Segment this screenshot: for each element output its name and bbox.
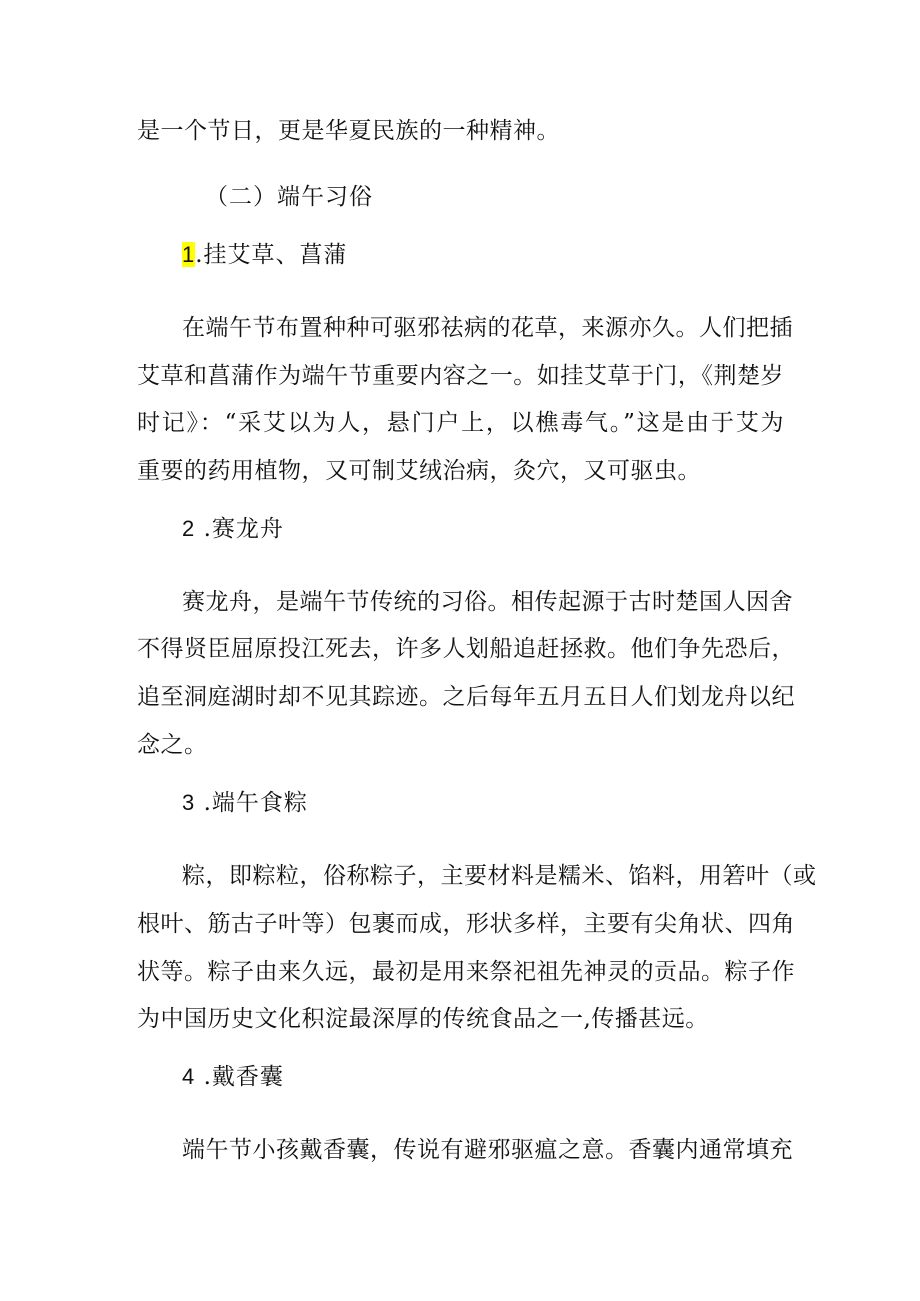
subheading-number: 3 [182, 790, 196, 815]
paragraph-line: 重要的药用植物，又可制艾绒治病，灸穴，又可驱虫。 [137, 458, 701, 484]
subheading-number: 4 [182, 1064, 196, 1089]
subheading-text: .端午食粽 [203, 790, 308, 816]
paragraph-line: 赛龙舟，是端午节传统的习俗。相传起源于古时楚国人因舍 [182, 589, 793, 615]
paragraph-line: 粽，即粽粒，俗称粽子，主要材料是糯米、馅料，用箬叶（或 [182, 863, 817, 889]
paragraph-line: 念之。 [137, 732, 208, 758]
subheading-number: 2 [182, 516, 196, 541]
paragraph-line: 根叶、筋古子叶等）包裹而成，形状多样，主要有尖角状、四角 [137, 911, 795, 937]
paragraph-line: 时记》：“采艾以为人，悬门户上，以樵毒气。”这是由于艾为 [137, 410, 784, 436]
section-heading: （二）端午习俗 [205, 184, 373, 210]
subheading-text: .戴香囊 [203, 1064, 284, 1090]
highlighted-number: 1 [182, 242, 196, 267]
paragraph-line: 是一个节日，更是华夏民族的一种精神。 [137, 118, 560, 144]
subheading-3 [182, 788, 308, 818]
paragraph-line: 端午节小孩戴香囊，传说有避邪驱瘟之意。香囊内通常填充 [182, 1137, 793, 1163]
subheading-4 [182, 1062, 284, 1092]
subheading-text: .赛龙舟 [203, 516, 284, 542]
subheading-2 [182, 514, 284, 544]
paragraph-line: 为中国历史文化积淀最深厚的传统食品之一,传播甚远。 [137, 1006, 709, 1032]
paragraph-line: 在端午节布置种种可驱邪祛病的花草，来源亦久。人们把插 [182, 315, 793, 341]
subheading-1 [182, 240, 348, 270]
subheading-text: .挂艾草、菖蒲 [195, 242, 348, 268]
paragraph-line: 状等。粽子由来久远，最初是用来祭祀祖先神灵的贡品。粽子作 [137, 959, 795, 985]
paragraph-line: 艾草和菖蒲作为端午节重要内容之一。如挂艾草于门，《荆楚岁 [137, 363, 784, 389]
paragraph-line: 不得贤臣屈原投江死去，许多人划船追赶拯救。他们争先恐后， [137, 636, 795, 662]
paragraph-line: 追至洞庭湖时却不见其踪迹。之后每年五月五日人们划龙舟以纪 [137, 684, 795, 710]
